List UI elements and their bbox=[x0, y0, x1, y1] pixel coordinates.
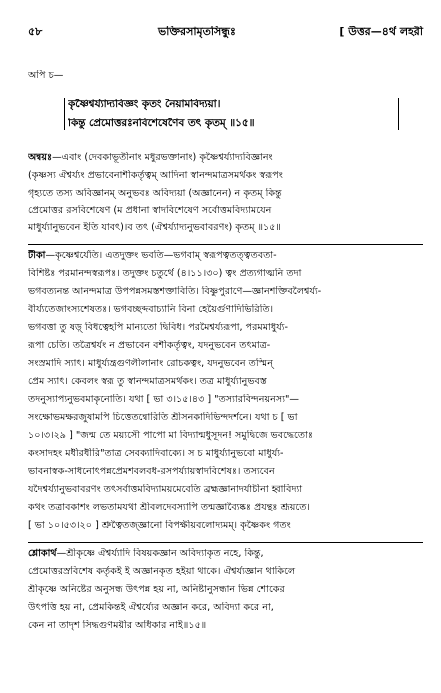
anvaya-line: গৃহ্যতে তস্য অবিজ্ঞানম্ অনুভবঃ অবিদ্যয়া (অজ্ঞানেন) ন কৃতম্ কিন্তু bbox=[28, 188, 282, 199]
intro-line: অপি চ— bbox=[28, 70, 64, 81]
tika-line: কথং তত্ৰাবকাশং লভতামযথা শ্রীবলদেবস্যাপি তন্মজ্ঞাব্যৈষ্কঃ প্রযন্থঃ শ্রূয়তে। bbox=[28, 502, 310, 513]
anvaya-line: মাধুর্য্যানুভবেন ইতি যাবৎ)।ব তৎ (ঐশ্বর্য্যাদ্যনুভবাবরণং) কৃতম্ ॥১৫॥ bbox=[28, 222, 281, 233]
tika-line: প্রেম স্যাৎ। কেবলং স্বরূ তু স্বানন্দমাত্রসমর্থকং। তত্র মাধুর্য্যানুভবস্ত bbox=[28, 376, 267, 387]
tika-line: কংসাদহং মধীরধীরি"তাত্র সেবক্যাদিবাক্যে। স চ মাধুর্য্যানুভবো মাধুর্য্য- bbox=[28, 448, 284, 459]
verse-bar-left bbox=[64, 98, 65, 130]
tika-line: ভগবত্তা তু ষড়্‌ বিধত্বেহপি মান্যতো দ্বিবিধ। পরমৈশ্বর্য্যরূপা, পরমমাধুর্য্য- bbox=[28, 322, 288, 333]
tika-line: সংস্রমাদি স্যাৎ। মাধুর্য্যন্ত্রগুণলীলানাং রোচকত্বং, যদনুভবেন তস্মিন্ bbox=[28, 358, 273, 369]
shlokartha-label: শ্লোকার্থ bbox=[28, 548, 57, 559]
shlokartha-line: শ্লোকার্থ—শ্রীকৃষ্ণে ঐশ্বর্য্যাদি বিষয়কজ্ঞান অবিদ্যাকৃত নহে, কিন্তু, bbox=[28, 548, 264, 559]
verse-line-1: কৃষ্ণৈশ্বর্য্যাদ্যবিজ্ঞং কৃতং নৈয়ামবিদ্যয়া। bbox=[68, 99, 221, 110]
tika-line: বিশিষ্টঃ পরমানন্দস্বরূপঃ। তদুক্তং চতুর্থে (৪।১১।৩০) ত্বং প্রত্যগাত্মনি তদা bbox=[28, 268, 302, 279]
tika-line: তদনুস্যাপ্যনুভবমাকৃনোতি। যথা [ ভা ৩।১৫।৪৩ ] "তস্যারবিন্দনয়নস্য"— bbox=[28, 394, 299, 405]
tika-line: ভাবনাস্বক-সাধনোৎপন্নপ্রেমশবলবধ-রসপর্য্যায়স্বাদবিশেষঃ। তস্যবেন bbox=[28, 466, 275, 477]
tika-line: ভগবত্যনন্ত আনন্দমাত্র উপপন্নসমস্তশক্তাবিতি। বিষ্ণুপুরাণে—জ্ঞানশক্তিবলৈশ্বর্য্য- bbox=[28, 286, 322, 297]
tika-label: টীকা bbox=[28, 250, 46, 261]
shlokartha-line: উৎপত্তি হয় না, প্রেমকিন্তই ঐশ্বর্য্যের অজ্ঞান করে, অবিদ্যা করে না, bbox=[28, 602, 274, 613]
anvaya-label: অন্বয়ঃ bbox=[28, 152, 53, 163]
anvaya-line: (কৃষ্ণস্য ঐশ্বর্য্যং প্রভাবেনাশীকর্তৃত্বম্ আদিনা স্বানন্দমাত্রসমর্থকং স্বরূপং bbox=[28, 170, 283, 181]
tika-line: টীকা—কৃষ্ণেশ্বর্যেতি। এতদুক্তং ভবতি—ভগবাম্ স্বরূপত্বতত্ত্বতবতা- bbox=[28, 250, 277, 261]
page-number: ৫৮ bbox=[28, 26, 43, 38]
tika-line: রূপা চেতি। তত্রৈশ্বর্যং ন প্রভাবেন বশীকর্তৃত্বং, যদনুভবেন তৎমাত্র- bbox=[28, 340, 271, 351]
tika-line: যদৈশ্বর্য্যানুভবাবরণং তৎসর্বাত্তমবিদ্যাময়মেবেতি ব্রহ্মজ্ঞানাদর্যাচীনা হ্বাবিদ্যা bbox=[28, 484, 303, 495]
anvaya-line: প্রেমোত্তর রসবিশেষেণ (ম প্রধানা স্বাদবিশেষেণ সর্বোত্তমবিদ্যামযেন bbox=[28, 205, 272, 216]
tika-line: [ ভা ১০।৫৩।২০ ] শ্রুত্বৈতজ্জ্ঞানো বিপক্ষীয়বলোদ্যমম্। কৃষ্ণৈকং গতং bbox=[28, 520, 291, 531]
shlokartha-line: কেন না তাদৃশ সিদ্ধগুণময়ীর অধিকার নাই॥১৫॥ bbox=[28, 620, 207, 631]
shlokartha-line: শ্রীকৃষ্ণে অনিষ্টের অনুসন্ধ উৎপন্ন হয় না, অনিষ্টানুসন্ধান ভিন্ন শোকের bbox=[28, 584, 285, 595]
book-title: ভক্তিরসামৃতসিন্ধুঃ bbox=[158, 26, 236, 38]
divider bbox=[28, 542, 423, 543]
shlokartha-line: প্রেমোত্তরস্রবিশেষ কর্তৃকই ই অজ্ঞানকৃত হইয়া থাকে। ঐশ্বর্য্যজ্ঞান থাকিলে bbox=[28, 566, 296, 577]
tika-line: সংক্ষোভমক্ষরজুষামপি চিত্তেতন্বোরিতি শ্রীসনকাদিভিন্দদর্শনে। যথা চ [ ভা bbox=[28, 412, 298, 423]
verse-line-2: কিন্তু প্রেমোত্তরঃনবিশেষেণৈব তৎ কৃতম্‌ ॥১৫॥ bbox=[68, 118, 255, 129]
tika-line: বীর্য্যতেজাংস্যশেষতঃ। ভগবচ্ছব্দবাচ্যানি বিনা হেয়ৈর্গুণাদিভিরিতি। bbox=[28, 304, 274, 315]
section-label: [ উত্তর—৪র্থ লহরী bbox=[339, 26, 423, 38]
anvaya-line: অন্বয়ঃ—এবাং (দেবকাভূতীনাং মধুরভক্তানাং) কৃষ্ণৈশ্বর্য্যাদ্যবিজ্ঞানং bbox=[28, 152, 273, 163]
tika-line: ১০।৩।২৯ ] "জন্ম তে ময়্যসৌ পাপো মা বিদ্যান্মধুসূদন! সমুদ্বিজে ভবদ্ধেতোঃ bbox=[28, 430, 313, 441]
divider bbox=[28, 244, 423, 245]
running-header bbox=[28, 26, 429, 39]
